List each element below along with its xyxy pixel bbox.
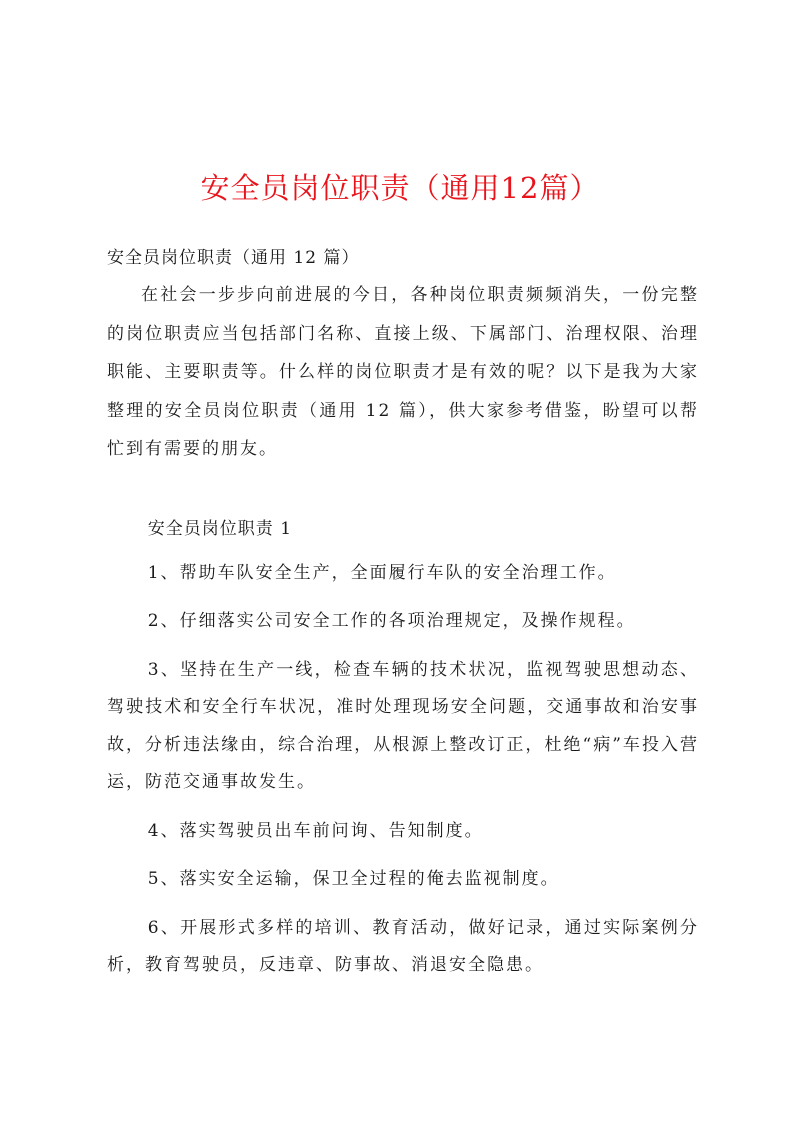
document-title: 安全员岗位职责（通用12篇）	[200, 171, 600, 205]
list-item: 5、落实安全运输，保卫全过程的俺去监视制度。	[147, 869, 560, 889]
section-spacer	[107, 469, 699, 511]
list-item: 4、落实驾驶员出车前问询、告知制度。	[147, 820, 484, 841]
intro-paragraph: 在社会一步步向前进展的今日，各种岗位职责频频消失，一份完整的岗位职责应当包括部门名称、直接上级、下属部门、治理权限、治理职能、主要职责等。什么样的岗位职责才是有效的呢？以下是我为大家整理的安全员岗位职责（通用 12 篇），供大家参考借鉴，盼望可以帮忙到有需要的朋友。	[107, 285, 699, 459]
section-heading: 安全员岗位职责 1	[147, 518, 293, 539]
list-item: 3、坚持在生产一线，检查车辆的技术状况，监视驾驶思想动态、驾驶技术和安全行车状况，准时处理现场安全问题，交通事故和治安事故，分析违法缘由，综合治理，从根源上整改订正，杜绝“病”车投入营运，防范交通事故发生。	[107, 659, 699, 792]
document-body	[107, 240, 699, 985]
list-item: 1、帮助车队安全生产，全面履行车队的安全治理工作。	[147, 562, 617, 583]
list-item: 6、开展形式多样的培训、教育活动，做好记录，通过实际案例分析，教育驾驶员，反违章、防事故、消退安全隐患。	[107, 917, 699, 975]
document-subtitle: 安全员岗位职责（通用 12 篇）	[107, 248, 360, 268]
list-item: 2、仔细落实公司安全工作的各项治理规定，及操作规程。	[147, 611, 636, 631]
